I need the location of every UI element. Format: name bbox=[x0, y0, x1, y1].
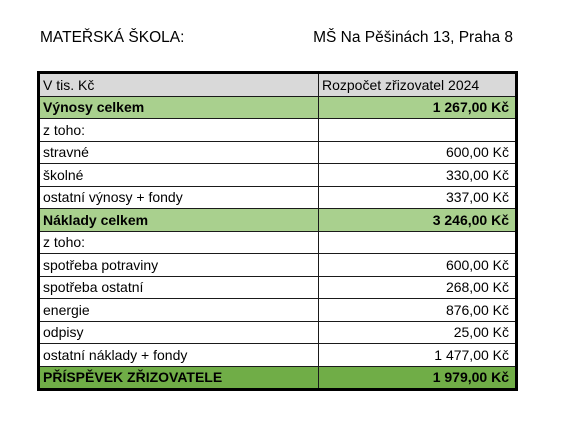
row-value: 330,00 Kč bbox=[319, 164, 517, 187]
total-row bbox=[39, 366, 517, 390]
table-row bbox=[39, 254, 517, 277]
row-value bbox=[319, 119, 517, 142]
row-value: 1 267,00 Kč bbox=[319, 96, 517, 119]
table-row bbox=[39, 344, 517, 367]
row-value bbox=[319, 231, 517, 254]
table-row bbox=[39, 119, 517, 142]
section-row bbox=[39, 209, 517, 232]
row-value: 25,00 Kč bbox=[319, 321, 517, 344]
column-header-budget: Rozpočet zřizovatel 2024 bbox=[319, 73, 517, 97]
table-row bbox=[39, 321, 517, 344]
table-row bbox=[39, 164, 517, 187]
table-header-row bbox=[39, 73, 517, 97]
table-row bbox=[39, 231, 517, 254]
row-label: odpisy bbox=[39, 321, 319, 344]
table-row bbox=[39, 299, 517, 322]
row-value: 876,00 Kč bbox=[319, 299, 517, 322]
row-value: 268,00 Kč bbox=[319, 276, 517, 299]
row-value: 1 477,00 Kč bbox=[319, 344, 517, 367]
budget-table bbox=[37, 71, 518, 391]
row-value: 600,00 Kč bbox=[319, 254, 517, 277]
row-value: 1 979,00 Kč bbox=[319, 366, 517, 390]
row-label: školné bbox=[39, 164, 319, 187]
table-row bbox=[39, 276, 517, 299]
row-value: 3 246,00 Kč bbox=[319, 209, 517, 232]
section-row bbox=[39, 96, 517, 119]
column-header-unit: V tis. Kč bbox=[39, 73, 319, 97]
table-row bbox=[39, 186, 517, 209]
row-label: spotřeba ostatní bbox=[39, 276, 319, 299]
row-label: spotřeba potraviny bbox=[39, 254, 319, 277]
row-label: Výnosy celkem bbox=[39, 96, 319, 119]
school-name-address: MŠ Na Pěšinách 13, Praha 8 bbox=[313, 29, 513, 46]
row-label: ostatní výnosy + fondy bbox=[39, 186, 319, 209]
table-row bbox=[39, 141, 517, 164]
row-label: Náklady celkem bbox=[39, 209, 319, 232]
row-label: PŘÍSPĚVEK ZŘIZOVATELE bbox=[39, 366, 319, 390]
row-label: z toho: bbox=[39, 119, 319, 142]
school-label: MATEŘSKÁ ŠKOLA: bbox=[40, 29, 185, 46]
row-value: 600,00 Kč bbox=[319, 141, 517, 164]
row-label: stravné bbox=[39, 141, 319, 164]
row-label: z toho: bbox=[39, 231, 319, 254]
row-label: ostatní náklady + fondy bbox=[39, 344, 319, 367]
row-value: 337,00 Kč bbox=[319, 186, 517, 209]
row-label: energie bbox=[39, 299, 319, 322]
